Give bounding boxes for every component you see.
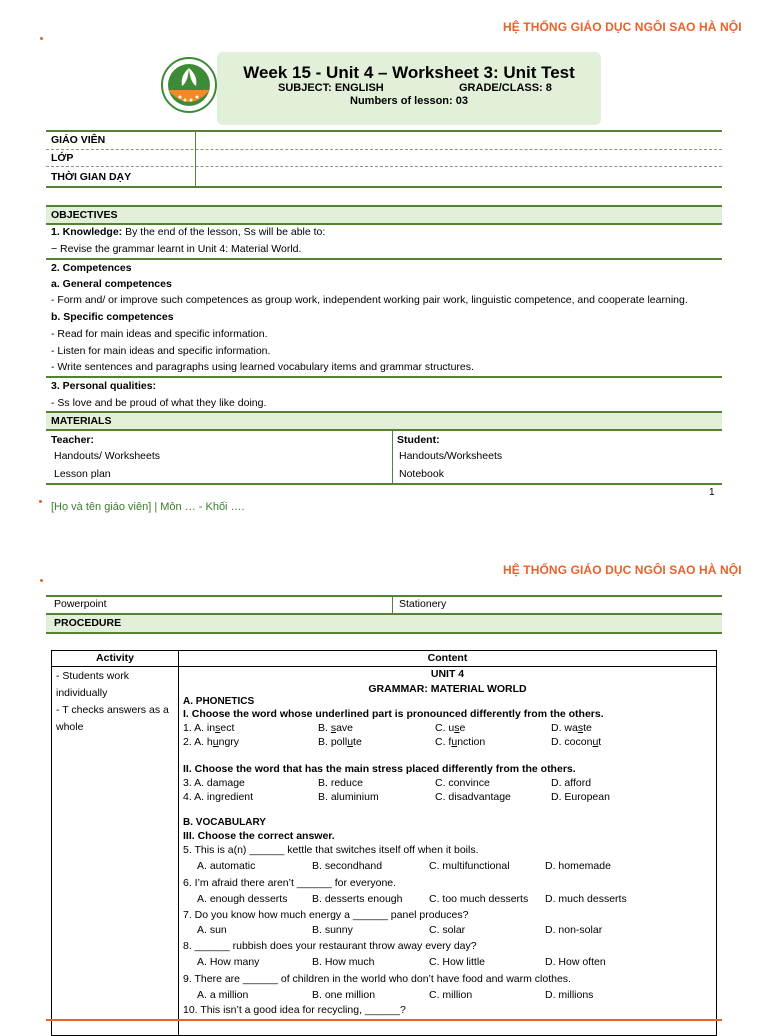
underlined-letter: s <box>330 722 337 734</box>
option: C. multifunctional <box>429 860 510 872</box>
underlined-letter: u <box>592 736 599 748</box>
option: B. sunny <box>312 924 353 936</box>
question-1-title: I. Choose the word whose underlined part is pronounced differently from the others. <box>183 708 604 720</box>
knowledge-item: − Revise the grammar learnt in Unit 4: Material World. <box>51 243 302 255</box>
question-stem: 6. I’m afraid there aren’t ______ for everyone. <box>183 877 397 889</box>
option-post: ect <box>220 722 235 734</box>
procedure-header: PROCEDURE <box>54 617 122 629</box>
option <box>435 721 465 735</box>
rule <box>46 130 722 132</box>
divider <box>392 431 393 483</box>
option <box>318 721 353 735</box>
activity-line: - Students work <box>56 670 129 682</box>
option-post: ngry <box>218 736 240 748</box>
material-stationery: Stationery <box>399 598 447 610</box>
specific-competences-label: b. Specific competences <box>51 311 174 323</box>
option-post: te <box>583 722 592 734</box>
option: C. too much desserts <box>429 893 529 905</box>
option: B. one million <box>312 989 376 1001</box>
materials-header: MATERIALS <box>51 415 112 427</box>
dashed-rule <box>46 166 722 167</box>
option-pre: 1. A. in <box>183 722 216 734</box>
student-label: Student: <box>397 434 440 446</box>
option: D. homemade <box>545 860 611 872</box>
underlined-letter: u <box>212 736 219 748</box>
option: 4. A. ingredient <box>183 791 254 803</box>
general-competences-text: - Form and/ or improve such competences as group work, independent working pair work, linguistic competence, and cooperate learning. <box>51 294 688 306</box>
lessons-label: Numbers of lesson: 03 <box>350 95 468 107</box>
subject-label: SUBJECT: ENGLISH <box>278 82 384 94</box>
teacher-item: Lesson plan <box>54 468 111 480</box>
unit-title: GRAMMAR: MATERIAL WORLD <box>368 683 527 695</box>
option: C. million <box>429 989 473 1001</box>
worksheet-title: Week 15 - Unit 4 – Worksheet 3: Unit Test <box>243 63 575 82</box>
option: D. afford <box>551 777 592 789</box>
specific-item: - Write sentences and paragraphs using learned vocabulary items and grammar structures. <box>51 361 474 373</box>
question-2-title: II. Choose the word that has the main stress placed differently from the others. <box>183 763 576 775</box>
activity-line: whole <box>56 721 84 733</box>
option: A. automatic <box>197 860 256 872</box>
class-row-label: LỚP <box>51 152 74 164</box>
procedure-header-row <box>46 613 722 634</box>
competences-label: 2. Competences <box>51 262 132 274</box>
option: A. a million <box>197 989 249 1001</box>
option: A. enough desserts <box>197 893 288 905</box>
knowledge-line <box>51 225 325 239</box>
underlined-letter: u <box>347 736 354 748</box>
objectives-header-row <box>46 205 722 225</box>
knowledge-text: By the end of the lesson, Ss will be able to: <box>122 226 326 238</box>
option: 3. A. damage <box>183 777 245 789</box>
option-post: te <box>353 736 362 748</box>
option-pre: B. <box>318 722 331 734</box>
option-pre: 2. A. h <box>183 736 213 748</box>
option <box>551 721 592 735</box>
teacher-row-label: GIÁO VIÊN <box>51 134 106 146</box>
activity-line: - T checks answers as a <box>56 704 169 716</box>
divider <box>392 597 393 614</box>
question-stem: 8. ______ rubbish does your restaurant throw away every day? <box>183 940 477 952</box>
question-stem: 10. This isn’t a good idea for recycling, ______? <box>183 1004 406 1016</box>
activity-cell <box>51 666 179 1036</box>
grade-label: GRADE/CLASS: 8 <box>459 82 552 94</box>
personal-qualities-text: - Ss love and be proud of what they like doing. <box>51 397 267 409</box>
orange-dot <box>40 579 43 582</box>
unit-number: UNIT 4 <box>430 668 465 680</box>
objectives-header: OBJECTIVES <box>51 209 118 221</box>
content-header-cell <box>178 650 717 667</box>
question-stem: 5. This is a(n) ______ kettle that switches itself off when it boils. <box>183 844 479 856</box>
option: D. How often <box>545 956 606 968</box>
vocabulary-heading: B. VOCABULARY <box>183 817 266 828</box>
school-logo <box>158 56 220 114</box>
option <box>435 735 485 749</box>
option-post: nction <box>457 736 486 748</box>
brand-header: HỆ THỐNG GIÁO DỤC NGÔI SAO HÀ NỘI <box>503 563 742 577</box>
specific-item: - Read for main ideas and specific information. <box>51 328 268 340</box>
option: A. sun <box>197 924 227 936</box>
specific-item: - Listen for main ideas and specific information. <box>51 345 271 357</box>
rule <box>46 483 722 485</box>
rule <box>46 186 722 188</box>
option: C. disadvantage <box>435 791 511 803</box>
option: B. reduce <box>318 777 363 789</box>
content-header: Content <box>427 652 468 664</box>
option <box>183 721 234 735</box>
teacher-item: Handouts/ Worksheets <box>54 450 161 462</box>
teacher-label: Teacher: <box>51 434 94 446</box>
activity-line: individually <box>56 687 108 699</box>
question-stem: 9. There are ______ of children in the world who don’t have food and warm clothes. <box>183 973 571 985</box>
option <box>183 735 239 749</box>
materials-header-row <box>46 411 722 431</box>
option <box>318 735 362 749</box>
option: B. secondhand <box>312 860 383 872</box>
underlined-letter: s <box>454 722 460 734</box>
dashed-rule <box>46 149 722 150</box>
activity-header-cell <box>51 650 179 667</box>
option: D. much desserts <box>545 893 627 905</box>
page-bottom-rule <box>46 1019 722 1021</box>
option: C. solar <box>429 924 466 936</box>
option: B. aluminium <box>318 791 379 803</box>
orange-dot <box>40 37 43 40</box>
personal-qualities-label: 3. Personal qualities: <box>51 380 157 392</box>
material-powerpoint: Powerpoint <box>54 598 107 610</box>
page-number: 1 <box>709 487 715 498</box>
title-box <box>217 52 601 125</box>
option <box>551 735 601 749</box>
general-competences-label: a. General competences <box>51 278 172 290</box>
option-pre: C. u <box>435 722 455 734</box>
option-pre: B. poll <box>318 736 348 748</box>
brand-header: HỆ THỐNG GIÁO DỤC NGÔI SAO HÀ NỘI <box>503 20 742 34</box>
student-item: Notebook <box>399 468 444 480</box>
phonetics-heading: A. PHONETICS <box>183 696 255 707</box>
option: B. How much <box>312 956 375 968</box>
divider <box>195 132 196 187</box>
activity-header: Activity <box>96 652 134 664</box>
option-post: ave <box>336 722 354 734</box>
option-pre: D. wa <box>551 722 578 734</box>
footer-text: [Họ và tên giáo viên] | Môn … - Khối …. <box>51 501 245 513</box>
time-row-label: THỜI GIAN DẠY <box>51 171 132 183</box>
option: D. European <box>551 791 610 803</box>
orange-dot <box>39 500 42 503</box>
rule <box>46 595 722 597</box>
option-post: t <box>598 736 602 748</box>
option: A. How many <box>197 956 260 968</box>
rule <box>46 258 722 260</box>
underlined-letter: s <box>577 722 584 734</box>
question-stem: 7. Do you know how much energy a ______ panel produces? <box>183 909 469 921</box>
option-pre: C. f <box>435 736 452 748</box>
option: B. desserts enough <box>312 893 403 905</box>
rule <box>46 376 722 378</box>
option-post: e <box>459 722 466 734</box>
option: D. non-solar <box>545 924 603 936</box>
option: C. convince <box>435 777 490 789</box>
student-item: Handouts/Worksheets <box>399 450 503 462</box>
option: C. How little <box>429 956 486 968</box>
option-pre: D. cocon <box>551 736 593 748</box>
question-3-title: III. Choose the correct answer. <box>183 830 335 842</box>
underlined-letter: s <box>215 722 221 734</box>
underlined-letter: u <box>451 736 458 748</box>
knowledge-label: 1. Knowledge: <box>51 226 123 238</box>
option: D. millions <box>545 989 594 1001</box>
